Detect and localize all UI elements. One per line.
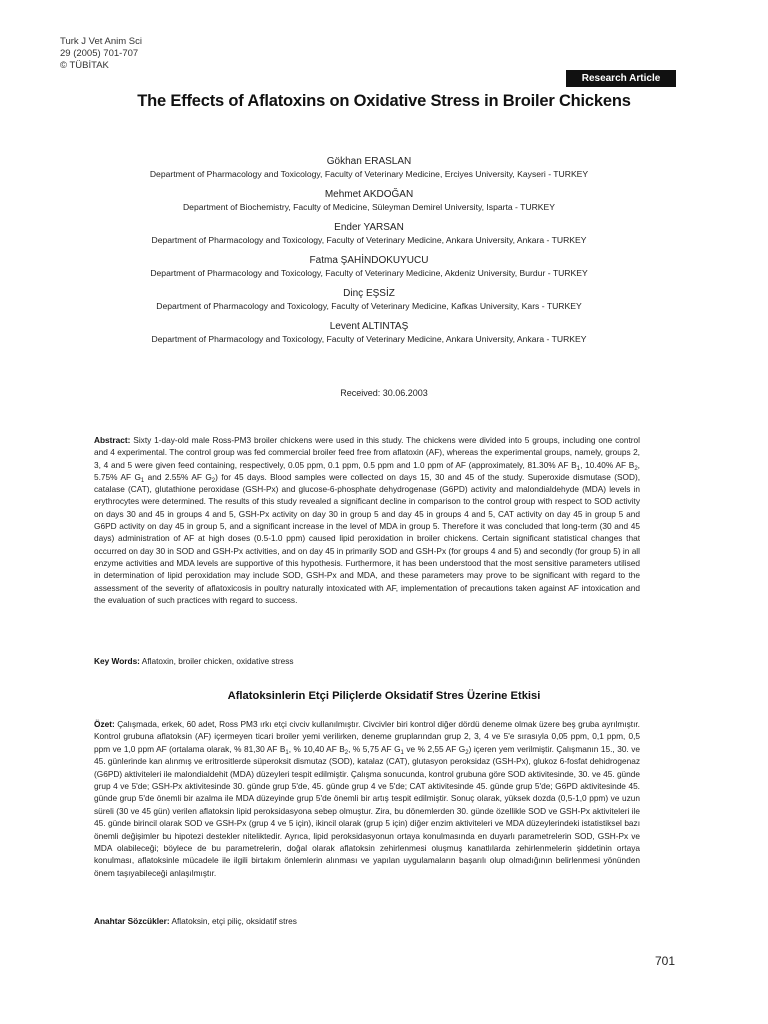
ozet-label: Özet: bbox=[94, 719, 115, 729]
ozet-text: Çalışmada, erkek, 60 adet, Ross PM3 ırkı etçi civciv kullanılmıştır. Civcivler biri kontrol diğer dördü deneme olmak üzere beş gruba ayrılmıştır. Kontrol grubuna aflatoksin (AF) içermeyen ticari broiler yemi verilirken, deneme gruplarından grup 2, 3, 4 ve 5'e sırasıyla 0,05 ppm, 0,1 ppm, 0,5 ppm ve 1,0 ppm AF (ortalama olarak, % 81,30 AF B bbox=[94, 719, 640, 754]
author-block bbox=[60, 188, 678, 213]
turkish-abstract bbox=[94, 718, 640, 879]
author-block bbox=[60, 155, 678, 180]
author-affiliation: Department of Pharmacology and Toxicology, Faculty of Veterinary Medicine, Ankara University, Ankara - TURKEY bbox=[151, 334, 587, 344]
article-type-badge: Research Article bbox=[566, 70, 676, 87]
author-affiliation: Department of Pharmacology and Toxicology, Faculty of Veterinary Medicine, Akdeniz University, Burdur - TURKEY bbox=[150, 268, 588, 278]
author-affiliation: Department of Pharmacology and Toxicology, Faculty of Veterinary Medicine, Ankara University, Ankara - TURKEY bbox=[151, 235, 587, 245]
author-name: Mehmet AKDOĞAN bbox=[324, 189, 414, 200]
turkish-key-words bbox=[94, 916, 640, 926]
abstract-text: Sixty 1-day-old male Ross-PM3 broiler chickens were used in this study. The chickens were divided into 5 groups, including one control and 4 experimental. The control group was fed commercial broiler feed free from aflatoxin (AF), whereas the experimental groups, namely, groups 2, 3, 4 and 5 were given feed containing, respectively, 0.05 ppm, 0.1 ppm, 0.5 ppm and 1.0 ppm of AF (approximately, 81.30% AF B bbox=[94, 435, 640, 470]
journal-volume: 29 (2005) 701-707 bbox=[60, 48, 139, 59]
subscript: 1 bbox=[140, 477, 145, 484]
abstract-text: ) for 45 days. Blood samples were collected on days 15, 30 and 45 of the study. Superoxide dismutase (SOD), catalase (CAT), glutathione peroxidase (GSH-Px) and glucose-6-phosphate dehydrogenase (G6PD) activity and malondialdehyde (MDA) levels in erythrocytes were determined. The results of this study revealed a significant decline in comparison to the control group with respect to SOD activity on days 30 and 45 in groups 4 and 5, GSH-Px activity on day 30 in group 5 and day 45 in groups 4 and 5, CAT activity on day 45 in group 5 and G6PD activity on day 45 in group 5, and a significant increase in the level of MDA in group 5. Therefore it was concluded that long-term (30 and 45 days) administration of AF at high doses (0.5-1.0 ppm) caused lipid peroxidation in broiler chickens. Certain significant statistical changes that occurred on day 30 in SOD and GSH-Px activities, and on day 45 in primarily SOD and GSH-Px (for groups 4 and 5) and secondly (for group 5) in all enzyme activities and MDA levels are supportive of this hypothesis. Furthermore, it has been understood that the most sensitive parameters utilised in determination of lipid peroxidation may include SOD, GSH-Px and MDA, and these parameters may prove to be significant with regard to the assessment of the severity of aflatoxicosis in poultry naturally intoxicated with AF, implementation of precautions taken against AF intoxication and the evaluation of such practices with regard to success. bbox=[94, 471, 641, 605]
anahtar-text: Aflatoksin, etçi piliç, oksidatif stres bbox=[169, 916, 297, 926]
subscript: 2 bbox=[634, 465, 638, 472]
journal-name: Turk J Vet Anim Sci bbox=[60, 36, 143, 47]
anahtar-label: Anahtar Sözcükler: bbox=[94, 916, 170, 926]
turkish-title: Aflatoksinlerin Etçi Piliçlerde Oksidatif Stres Üzerine Etkisi bbox=[227, 690, 541, 702]
key-words bbox=[94, 656, 640, 666]
author-name: Levent ALTINTAŞ bbox=[329, 321, 409, 332]
ozet-text: ve % 2,55 AF G bbox=[403, 743, 466, 754]
author-affiliation: Department of Pharmacology and Toxicology, Faculty of Veterinary Medicine, Kafkas University, Kars - TURKEY bbox=[156, 301, 582, 311]
author-name: Ender YARSAN bbox=[334, 222, 404, 233]
journal-citation bbox=[60, 36, 142, 72]
subscript: 2 bbox=[211, 477, 216, 484]
abstract-text: and 2.55% AF G bbox=[144, 471, 212, 482]
subscript: 1 bbox=[576, 465, 581, 472]
journal-publisher: © TÜBİTAK bbox=[60, 60, 109, 71]
ozet-text: , % 5,75 AF G bbox=[348, 743, 401, 754]
subscript: 1 bbox=[285, 749, 289, 756]
received-date: Received: 30.06.2003 bbox=[340, 388, 428, 398]
author-affiliation: Department of Biochemistry, Faculty of Medicine, Süleyman Demirel University, Isparta - TURKEY bbox=[182, 202, 556, 212]
author-affiliation: Department of Pharmacology and Toxicology, Faculty of Veterinary Medicine, Erciyes University, Kayseri - TURKEY bbox=[149, 169, 589, 179]
author-block bbox=[60, 254, 678, 279]
author-name: Fatma ŞAHİNDOKUYUCU bbox=[309, 255, 429, 266]
key-words-text: Aflatoxin, broiler chicken, oxidative stress bbox=[139, 656, 294, 666]
author-name: Dinç EŞSİZ bbox=[343, 288, 395, 299]
subscript: 1 bbox=[400, 749, 404, 756]
key-words-label: Key Words: bbox=[94, 656, 140, 666]
author-list bbox=[60, 155, 678, 353]
abstract bbox=[94, 434, 640, 606]
article-title: The Effects of Aflatoxins on Oxidative Stress in Broiler Chickens bbox=[137, 92, 631, 110]
page-number: 701 bbox=[655, 954, 676, 968]
ozet-text: ) içeren yem verilmiştir. Çalışmanın 15., 30. ve 45. günlerinde kan alınmış ve eritrositlerde süperoksit dismutaz (SOD), katalaz (CAT), glutasyon peroksidaz (GSH-Px), glukoz 6-fosfat dehidrogenaz (G6PD) aktiviteleri ile malondialdehit (MDA) düzeyleri tespit edilmiştir. Çalışma sonucunda, kontrol grubuna göre SOD aktivitesinde, 30. ve 45. günde grup 4 ve 5'de; GSH-Px aktivitesinde 30. günde grup 5'de, 45. günde grup 4 ve 5'de; CAT aktivitesinde 45. günde grup 5'de; G6PD aktivitesinde 45. günde grup 5'de önemli bir azalma ile MDA düzeyinde grup 5'de önemli bir artış tespit edilmiştir. Sonuç olarak, yüksek dozda (0,5-1,0 ppm) ve uzun süreli (30 ve 45 gün) verilen aflatoksin lipid peroksidasyona sebep olmuştur. Zira, bu dönemlerden 30. günde özellikle SOD ve GSH-Px aktiviteleri ile 45. günde birincil olarak SOD ve GSH-Px (grup 4 ve 5 için), ikincil olarak (grup 5 için) diğer enzim aktiviteleri ve MDA düzeylerindeki istatistiksel bazı önemli değişimler bu hipotezi destekler niteliktedir. Ayrıca, lipid peroksidasyonun ortaya konulmasında en duyarlı parametrelerin SOD, GSH-Px ve MDA olabileceği; böylece de bu parametrelerin, doğal olarak aflatoksin zehirlenmesi oluşmuş kanatlılarda zehirlenmelerin şiddetinin ortaya konulması, aflatoksinle mücadele ile ilgili birtakım önlemlerin alınması ve yapılan uygulamaların başarılı olup olmadığının belirlenmesi yönünden önem taşıyabileceği anlaşılmıştır. bbox=[94, 743, 641, 878]
author-block bbox=[60, 320, 678, 345]
author-name: Gökhan ERASLAN bbox=[326, 156, 412, 167]
abstract-label: Abstract: bbox=[94, 435, 131, 445]
ozet-text: , % 10,40 AF B bbox=[288, 743, 345, 754]
abstract-text: , 10.40% AF B bbox=[580, 459, 635, 470]
subscript: 2 bbox=[465, 749, 469, 756]
subscript: 2 bbox=[344, 749, 349, 756]
abstract-text: , 5.75% AF G bbox=[94, 459, 640, 482]
author-block bbox=[60, 287, 678, 312]
author-block bbox=[60, 221, 678, 246]
